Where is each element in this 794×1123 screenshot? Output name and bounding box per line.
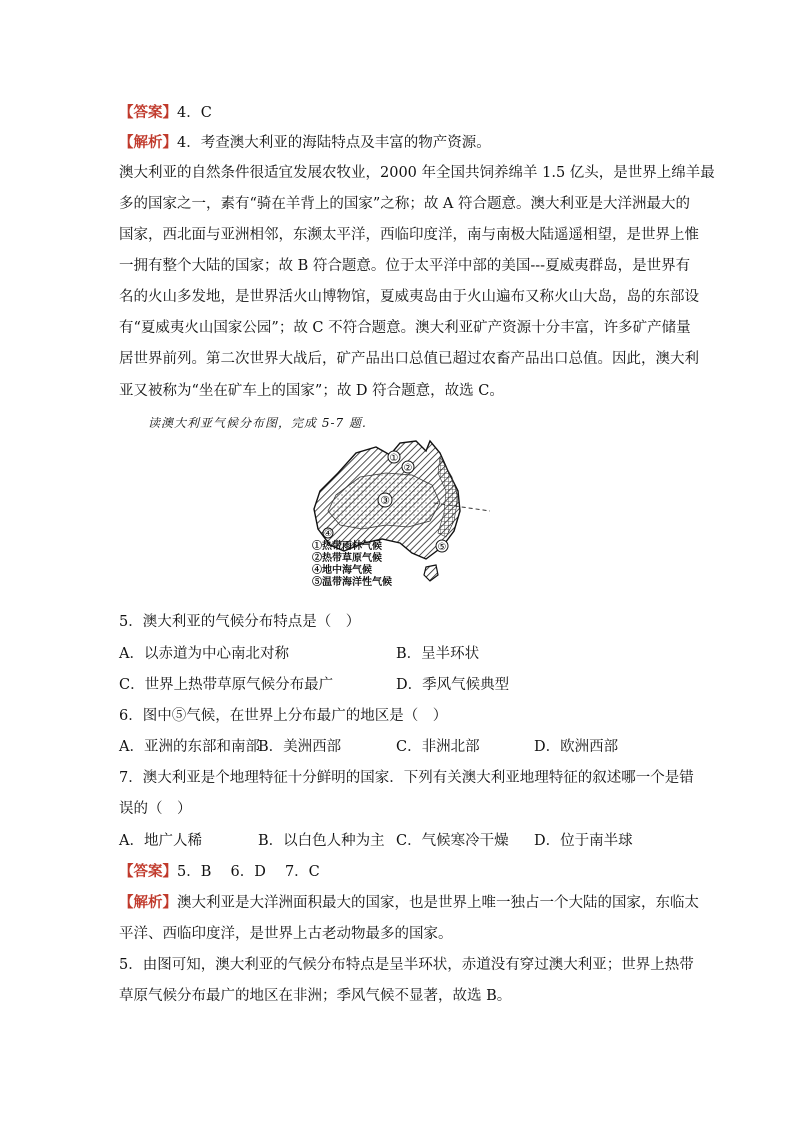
analysis-line: 5．由图可知，澳大利亚的气候分布特点是呈半环状，赤道没有穿过澳大利亚；世界上热带: [119, 957, 694, 973]
question-7-stem: 7．澳大利亚是个地理特征十分鲜明的国家．下列有关澳大利亚地理特征的叙述哪一个是错: [119, 770, 694, 786]
analysis-tag: 【解析】: [119, 894, 177, 911]
answer-line-4: [119, 103, 212, 123]
analysis-tag: 【解析】: [119, 134, 177, 151]
answer-text: 4．C: [177, 105, 212, 121]
q7-option-b: B．以白色人种为主: [258, 833, 385, 849]
paragraph-line: 澳大利亚的自然条件很适宜发展农牧业，2000 年全国共饲养绵羊 1.5 亿头，是世界上绵羊最: [119, 165, 715, 181]
q7-option-c: C．气候寒冷干燥: [396, 833, 509, 849]
paragraph-line: 一拥有整个大陆的国家；故 B 符合题意。位于太平洋中部的美国---夏威夷群岛，是世界有: [119, 258, 691, 274]
paragraph-line: 名的火山多发地，是世界活火山博物馆，夏威夷岛由于火山遍布又称火山大岛，岛的东部设: [119, 289, 699, 305]
q5-option-d: D．季风气候典型: [396, 677, 510, 693]
analysis-line: 平洋、西临印度洋，是世界上古老动物最多的国家。: [119, 926, 453, 942]
question-5-stem: 5．澳大利亚的气候分布特点是（ ）: [119, 614, 361, 630]
map-label-1: ①: [389, 453, 399, 464]
map-legend: [312, 541, 392, 589]
question-7-stem-cont: 误的（ ）: [119, 801, 192, 817]
paragraph-line: 国家，西北面与亚洲相邻，东濒太平洋，西临印度洋，南与南极大陆遥遥相望，是世界上惟: [119, 227, 699, 243]
answer-text: 5．B 6．D 7．C: [177, 864, 320, 880]
legend-item: ④地中海气候: [312, 565, 372, 576]
answer-tag: 【答案】: [119, 863, 177, 880]
legend-item: ②热带草原气候: [312, 553, 382, 564]
paragraph-line: 居世界前列。第二次世界大战后，矿产品出口总值已超过农畜产品出口总值。因此，澳大利: [119, 351, 699, 367]
paragraph-line: 有“夏威夷火山国家公园”；故 C 不符合题意。澳大利亚矿产资源十分丰富，许多矿产储量: [119, 320, 691, 336]
answer-tag: 【答案】: [119, 104, 177, 121]
analysis-line-5-7: [119, 893, 699, 913]
q5-option-c: C．世界上热带草原气候分布最广: [119, 677, 334, 693]
tasmania: [424, 565, 438, 581]
map-label-5: ⑤: [437, 542, 447, 553]
analysis-text: 4．考查澳大利亚的海陆特点及丰富的物产资源。: [177, 135, 491, 151]
analysis-line-4: [119, 133, 491, 153]
q6-option-a: A．亚洲的东部和南部: [119, 739, 260, 755]
legend-item: ⑤温带海洋性气候: [312, 577, 392, 588]
legend-item: ①热带雨林气候: [312, 541, 382, 552]
q7-option-a: A．地广人稀: [119, 833, 202, 849]
q6-option-d: D．欧洲西部: [534, 739, 619, 755]
q7-option-d: D．位于南半球: [534, 833, 633, 849]
q5-option-b: B．呈半环状: [396, 646, 480, 662]
map-label-3: ③: [380, 494, 390, 507]
map-label-4: ④: [323, 529, 333, 539]
answer-line-5-7: [119, 862, 320, 882]
q5-option-a: A．以赤道为中心南北对称: [119, 646, 289, 662]
analysis-text: 澳大利亚是大洋洲面积最大的国家，也是世界上唯一独占一个大陆的国家，东临太: [177, 895, 699, 911]
map-label-2: ②: [403, 463, 413, 474]
paragraph-line: 亚又被称为“坐在矿车上的国家”；故 D 符合题意，故选 C。: [119, 383, 504, 399]
q6-option-b: B．美洲西部: [258, 739, 342, 755]
q6-option-c: C．非洲北部: [396, 739, 480, 755]
analysis-line: 草原气候分布最广的地区在非洲；季风气候不显著，故选 B。: [119, 988, 512, 1004]
paragraph-line: 多的国家之一，素有“骑在羊背上的国家”之称；故 A 符合题意。澳大利亚是大洋洲最大的: [119, 196, 691, 212]
figure-caption: 读澳大利亚气候分布图，完成 5-7 题.: [148, 416, 367, 430]
question-6-stem: 6．图中⑤气候，在世界上分布最广的地区是（ ）: [119, 708, 448, 724]
